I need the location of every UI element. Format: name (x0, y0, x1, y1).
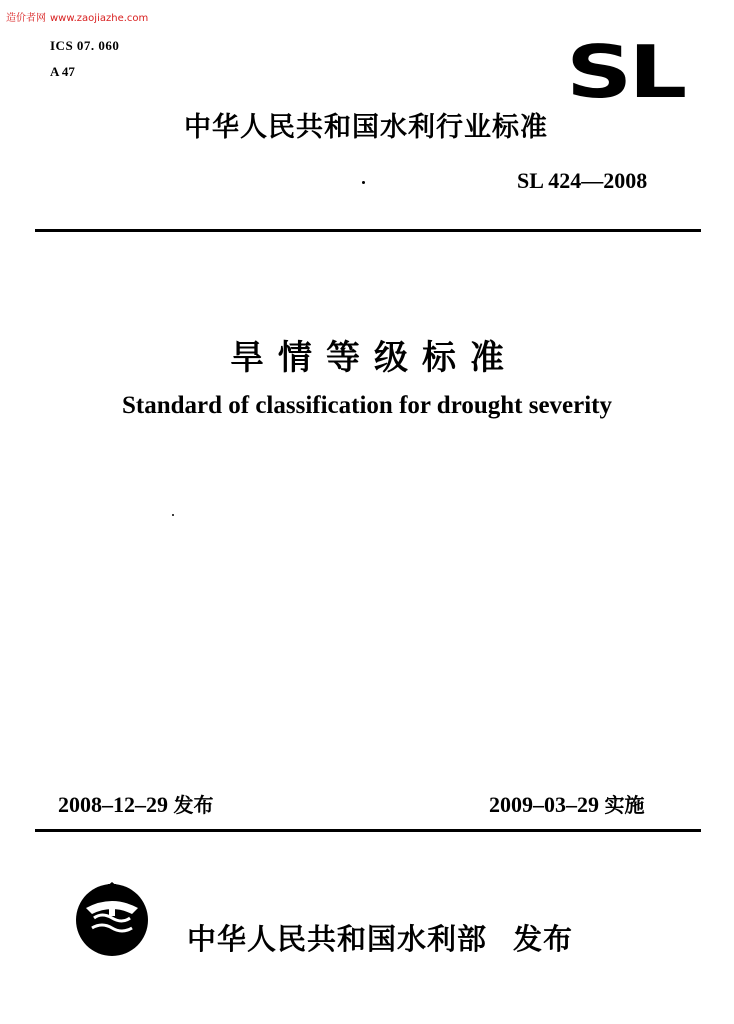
standard-code: SL 424—2008 (517, 168, 648, 193)
bottom-divider (35, 829, 701, 832)
ministry-emblem-icon (72, 878, 152, 958)
watermark-url[interactable]: www.zaojiazhe.com (50, 13, 149, 24)
publisher-verb: 发布 (513, 922, 574, 956)
publisher-name: 中华人民共和国水利部 (187, 922, 488, 956)
implement-date: 2009–03–29 (489, 792, 599, 817)
implement-label: 实施 (604, 793, 645, 817)
speck (362, 181, 365, 184)
implement-date-line (489, 789, 645, 818)
ics-code: ICS 07. 060 (50, 38, 120, 53)
publisher-line (187, 917, 573, 958)
issue-label: 发布 (173, 793, 214, 817)
top-divider (35, 229, 701, 232)
organization-standard-title: 中华人民共和国水利行业标准 (184, 112, 548, 143)
issue-date-line (58, 789, 214, 818)
speck (172, 514, 174, 516)
watermark-site-name: 造价者网 (6, 13, 46, 24)
title-chinese: 旱情等级标准 (230, 338, 518, 378)
watermark (6, 9, 148, 24)
classification-code: A 47 (50, 64, 75, 79)
issue-date: 2008–12–29 (58, 792, 168, 817)
title-english: Standard of classification for drought severity (121, 392, 613, 419)
sl-logo: SL (566, 30, 684, 114)
